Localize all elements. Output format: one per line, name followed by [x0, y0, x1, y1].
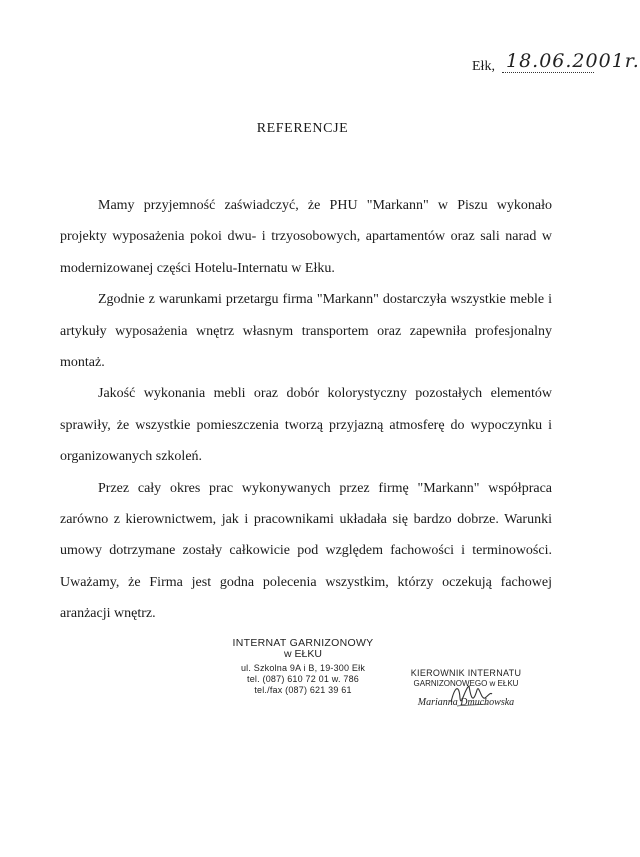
place-name: Ełk,	[472, 59, 495, 74]
manager-unit: GARNIZONOWEGO w EŁKU	[413, 679, 519, 688]
paragraph-3: Jakość wykonania mebli oraz dobór kolorystyczny pozostałych elementów sprawiły, że wszystkie pomieszczenia tworzą przyjazną atmosferę do wypoczynku i organizowanych szkoleń.	[60, 386, 552, 465]
letter-body	[60, 190, 552, 630]
stamp-phone: tel. (087) 610 72 01 w. 786	[247, 674, 359, 684]
institution-stamp	[228, 638, 378, 696]
stamp-address: ul. Szkolna 9A i B, 19-300 Ełk	[240, 663, 366, 673]
handwritten-signature	[447, 678, 495, 712]
document-title: REFERENCJE	[256, 121, 349, 136]
place-date-line	[472, 50, 640, 80]
manager-name: Marianna Dmuchowska	[417, 697, 515, 708]
manager-title: KIEROWNIK INTERNATU	[410, 668, 522, 678]
paragraph-2: Zgodnie z warunkami przetargu firma "Markann" dostarczyła wszystkie meble i artykuły wyposażenia wnętrz własnym transportem oraz zapewniła profesjonalny montaż.	[60, 292, 552, 371]
stamp-fax: tel./fax (087) 621 39 61	[254, 685, 352, 695]
stamp-name: INTERNAT GARNIZONOWY	[232, 637, 374, 649]
date-dotted-line	[502, 72, 594, 73]
stamp-city: w EŁKU	[284, 648, 322, 660]
handwritten-date: 18.06.2001r.	[506, 50, 640, 72]
paragraph-1: Mamy przyjemność zaświadczyć, że PHU "Markann" w Piszu wykonało projekty wyposażenia pokoi dwu- i trzyosobowych, apartamentów oraz sali narad w modernizowanej części Hotelu-Internatu w Ełku.	[60, 198, 552, 276]
paragraph-4: Przez cały okres prac wykonywanych przez firmę "Markann" współpraca zarówno z kierownictwem, jak i pracownikami układała się bardzo dobrze. Warunki umowy dotrzymane zostały całkowicie pod względem fachowości i terminowości. Uważamy, że Firma jest godna polecenia wszystkim, którzy oczekują fachowej aranżacji wnętrz.	[60, 480, 552, 622]
